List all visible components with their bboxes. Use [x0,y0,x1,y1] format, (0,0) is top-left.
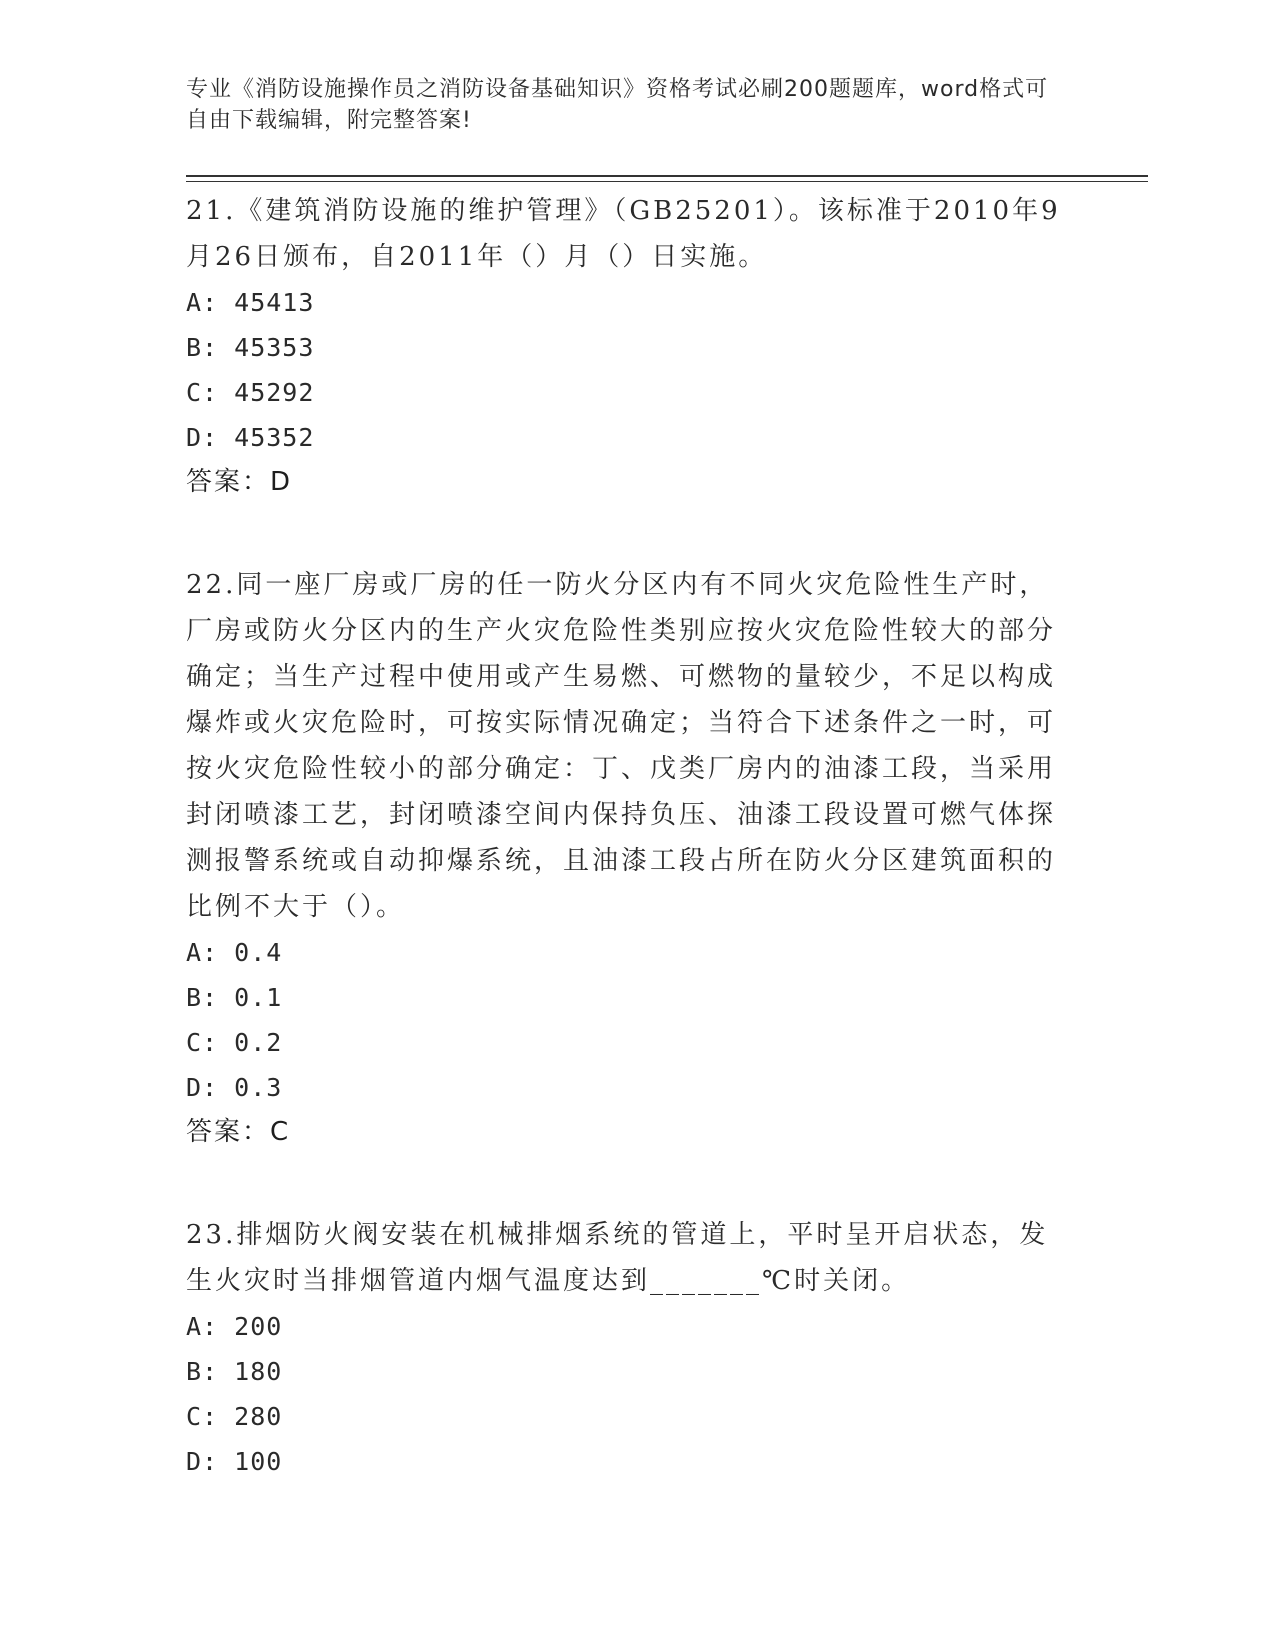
option-c: C: 280 [186,1402,283,1431]
option-b: B: 0.1 [186,983,283,1012]
question-spacer [186,505,1066,562]
option-b: B: 45353 [186,333,315,362]
question-text: 23.排烟防火阀安装在机械排烟系统的管道上，平时呈开启状态，发生火灾时当排烟管道内烟气温度达到_______℃时关闭。 [186,1220,1049,1296]
question-text: 22.同一座厂房或厂房的任一防火分区内有不同火灾危险性生产时，厂房或防火分区内的生产火灾危险性类别应按火灾危险性较大的部分确定；当生产过程中使用或产生易燃、可燃物的量较少，不足以构成爆炸或火灾危险时，可按实际情况确定；当符合下述条件之一时，可按火灾危险性较小的部分确定：丁、戊类厂房内的油漆工段，当采用封闭喷漆工艺，封闭喷漆空间内保持负压、油漆工段设置可燃气体探测报警系统或自动抑爆系统，且油漆工段占所在防火分区建筑面积的比例不大于（）。 [186,570,1057,922]
header-divider-thick [186,175,1148,177]
option-d: D: 0.3 [186,1073,283,1102]
question-23 [186,1212,1066,1484]
answer-text: 答案：D [186,467,293,497]
option-d: D: 45352 [186,423,315,452]
question-22 [186,562,1066,1155]
option-a: A: 200 [186,1312,283,1341]
option-c: C: 0.2 [186,1028,283,1057]
option-a: A: 0.4 [186,938,283,967]
option-a: A: 45413 [186,288,315,317]
document-header: 专业《消防设施操作员之消防设备基础知识》资格考试必刷200题题库，word格式可自由下载编辑，附完整答案! [186,77,1049,133]
option-c: C: 45292 [186,378,315,407]
question-text: 21.《建筑消防设施的维护管理》（GB25201）。该标准于2010年9月26日颁布，自2011年（）月（）日实施。 [186,196,1061,272]
answer-text: 答案：C [186,1117,291,1147]
option-b: B: 180 [186,1357,283,1386]
question-list [186,188,1066,1484]
option-d: D: 100 [186,1447,283,1476]
header-divider-thin [186,181,1148,182]
question-21 [186,188,1066,505]
question-spacer [186,1155,1066,1212]
